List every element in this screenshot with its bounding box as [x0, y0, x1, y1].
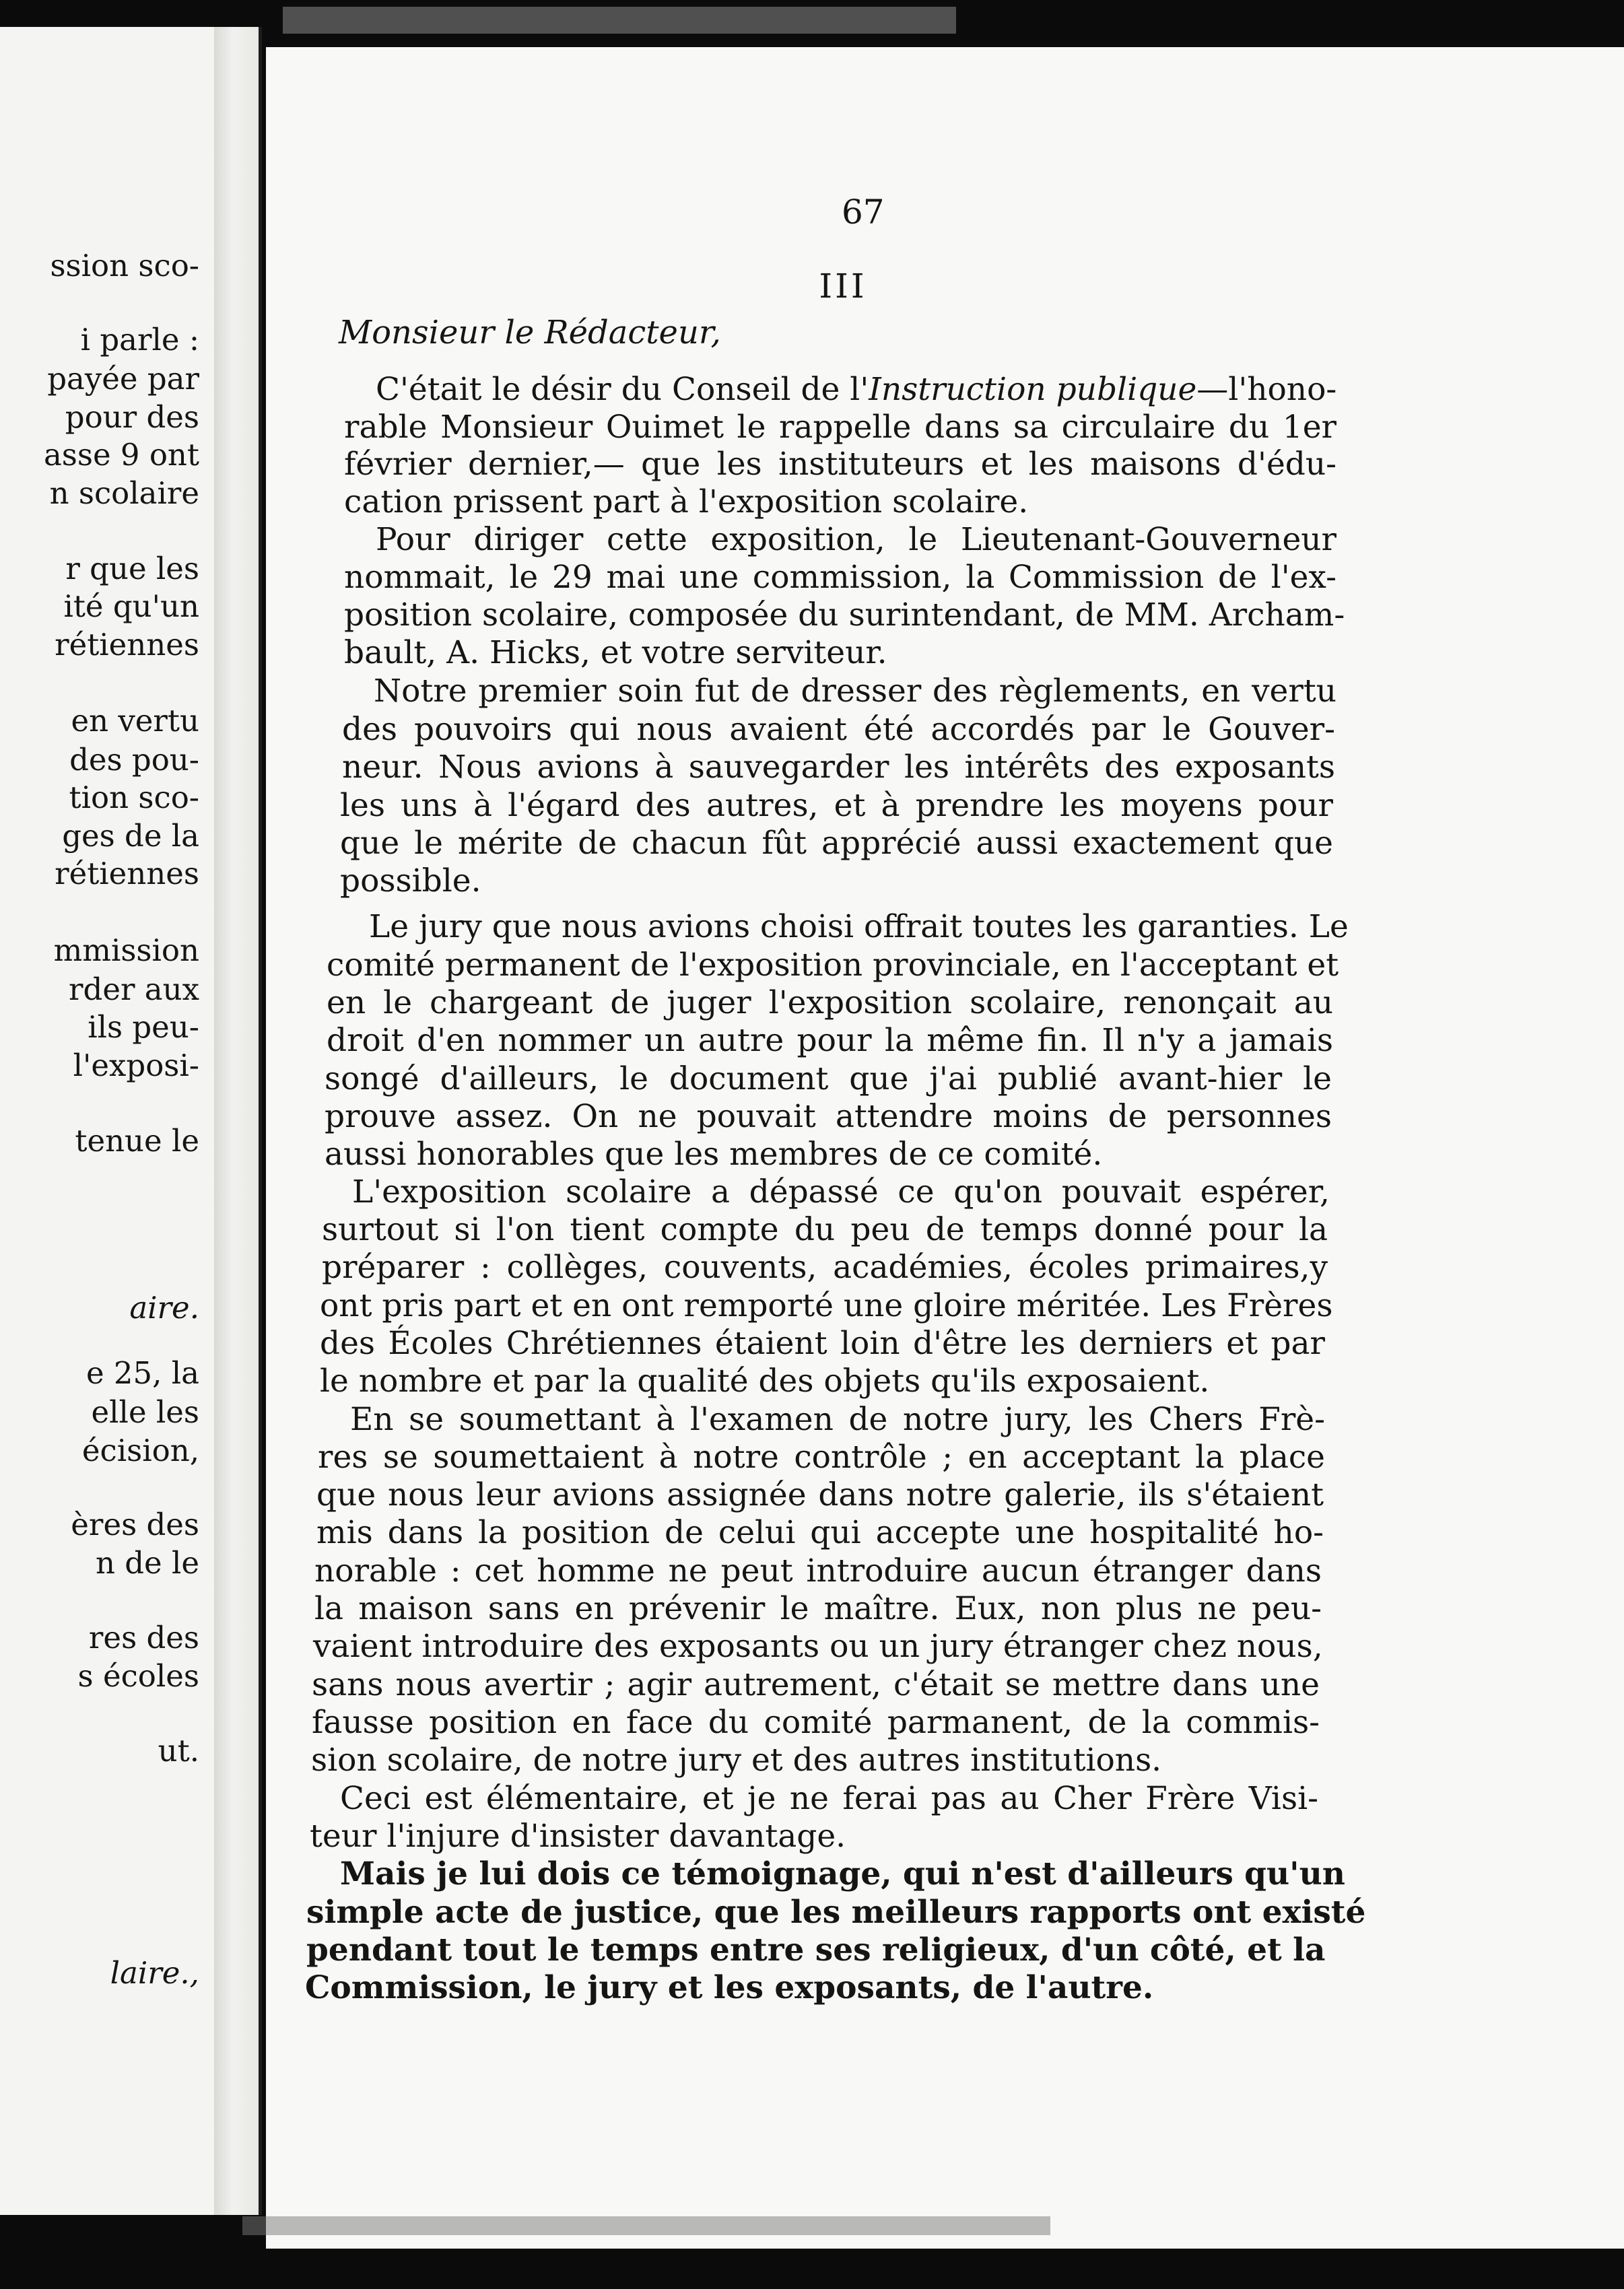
- text-line: [320, 1287, 1333, 1324]
- left-page-line: ssion sco-: [50, 248, 199, 283]
- text-segment: surtout si l'on tient compte du peu de temps donné pour la: [322, 1211, 1328, 1248]
- left-page-line: n scolaire: [49, 475, 199, 511]
- text-line: [350, 1401, 1325, 1438]
- text-line: [376, 521, 1337, 558]
- left-page-fragment: [0, 27, 214, 2215]
- book-gutter: [214, 27, 261, 2215]
- text-line: [320, 1363, 1210, 1400]
- text-segment: les uns à l'égard des autres, et à prendre les moyens pour: [340, 787, 1333, 824]
- left-page-line: en vertu: [71, 703, 199, 739]
- italic-text: Instruction publique: [869, 371, 1197, 408]
- text-line: [344, 483, 1029, 520]
- text-line: [327, 984, 1333, 1021]
- text-segment: prouve assez. On ne pouvait attendre moins de personnes: [325, 1098, 1332, 1135]
- left-page-line: ères des: [71, 1507, 199, 1542]
- left-page-line: e 25, la: [86, 1355, 199, 1391]
- text-segment: février dernier,— que les instituteurs et les maisons d'édu-: [344, 446, 1337, 483]
- text-line: [316, 1476, 1324, 1513]
- left-page-line: écision,: [81, 1433, 199, 1468]
- left-page-line: aire.: [129, 1290, 199, 1326]
- text-line: [342, 749, 1335, 786]
- text-line: [340, 1780, 1318, 1817]
- text-segment: nommait, le 29 mai une commission, la Commission de l'ex-: [344, 559, 1337, 596]
- left-page-line: ils peu-: [88, 1009, 199, 1045]
- text-segment: neur. Nous avions à sauvegarder les intérêts des exposants: [342, 749, 1335, 786]
- text-segment: fausse position en face du comité parmanent, de la commis-: [312, 1704, 1320, 1741]
- text-segment: ont pris part et en ont remporté une gloire méritée. Les Frères: [320, 1287, 1333, 1324]
- text-line: [312, 1704, 1320, 1741]
- text-segment: songé d'ailleurs, le document que j'ai publié avant-hier le: [325, 1060, 1332, 1097]
- left-page-line: pour des: [65, 399, 199, 435]
- left-page-line: payée par: [47, 361, 199, 397]
- text-line: [352, 1173, 1330, 1210]
- text-line: [320, 1325, 1325, 1362]
- text-segment: sion scolaire, de notre jury et des autres institutions.: [311, 1742, 1162, 1779]
- text-segment: res se soumettaient à notre contrôle ; en acceptant la place: [318, 1439, 1325, 1476]
- text-line: [310, 1818, 846, 1855]
- text-segment: position scolaire, composée du surintendant, de MM. Archam-: [344, 596, 1345, 634]
- text-line: [374, 673, 1337, 710]
- left-page-line: des pou-: [69, 742, 199, 778]
- text-segment: des Écoles Chrétiennes étaient loin d'être les derniers et par: [320, 1325, 1325, 1362]
- gutter-shadow-line: [259, 27, 262, 2215]
- scan-edge-bottom: [242, 2216, 1050, 2235]
- text-segment: rable Monsieur Ouimet le rappelle dans sa circulaire du 1er: [344, 409, 1337, 446]
- text-line: [316, 1514, 1324, 1551]
- text-segment: aussi honorables que les membres de ce comité.: [325, 1136, 1103, 1173]
- left-page-line: i parle :: [80, 322, 199, 357]
- text-line: [340, 825, 1333, 862]
- text-segment: cation prissent part à l'exposition scolaire.: [344, 483, 1029, 520]
- text-line: [376, 371, 1337, 408]
- left-page-line: rétiennes: [55, 627, 199, 662]
- text-segment: droit d'en nommer un autre pour la même fin. Il n'y a jamais: [327, 1022, 1333, 1059]
- left-page-line: elle les: [91, 1394, 199, 1430]
- left-page-line: s écoles: [77, 1658, 199, 1694]
- text-segment: simple acte de justice, que les meilleurs rapports ont existé: [306, 1894, 1366, 1931]
- text-segment: teur l'injure d'insister davantage.: [310, 1818, 846, 1855]
- left-page-line: ges de la: [62, 818, 199, 854]
- text-line: [306, 1894, 1366, 1931]
- section-heading: III: [819, 267, 867, 306]
- text-segment: norable : cet homme ne peut introduire aucun étranger dans: [314, 1552, 1322, 1590]
- text-segment: Pour diriger cette exposition, le Lieutenant-Gouverneur: [376, 521, 1337, 558]
- text-segment: mis dans la position de celui qui accepte une hospitalité ho-: [316, 1514, 1324, 1551]
- left-page-line: mmission: [53, 932, 199, 968]
- text-line: [327, 947, 1339, 984]
- left-page-line: ité qu'un: [63, 588, 199, 624]
- text-segment: que le mérite de chacun fût apprécié aussi exactement que: [340, 825, 1333, 862]
- text-segment: en le chargeant de juger l'exposition scolaire, renonçait au: [327, 984, 1333, 1021]
- text-line: [305, 1969, 1154, 2006]
- text-segment: C'était le désir du Conseil de l': [376, 371, 869, 408]
- text-segment: comité permanent de l'exposition provinciale, en l'acceptant et: [327, 947, 1339, 984]
- text-line: [344, 634, 887, 671]
- text-segment: En se soumettant à l'examen de notre jury, les Chers Frè-: [350, 1401, 1325, 1438]
- salutation: Monsieur le Rédacteur,: [339, 314, 721, 351]
- text-segment: Ceci est élémentaire, et je ne ferai pas au Cher Frère Visi-: [340, 1780, 1318, 1817]
- left-page-line: ut.: [158, 1733, 199, 1769]
- text-segment: la maison sans en prévenir le maître. Eux, non plus ne peu-: [314, 1590, 1322, 1627]
- text-segment: L'exposition scolaire a dépassé ce qu'on pouvait espérer,: [352, 1173, 1330, 1210]
- left-page-line: r que les: [65, 551, 199, 586]
- text-segment: Mais je lui dois ce témoignage, qui n'est d'ailleurs qu'un: [340, 1855, 1345, 1892]
- text-line: [314, 1590, 1322, 1627]
- text-segment: Le jury que nous avions choisi offrait toutes les garanties. Le: [369, 908, 1349, 945]
- left-page-line: rétiennes: [55, 856, 199, 891]
- text-segment: —l'hono-: [1196, 371, 1337, 408]
- text-line: [325, 1136, 1103, 1173]
- text-line: [312, 1666, 1320, 1703]
- text-line: [344, 559, 1337, 596]
- left-page-line: rder aux: [69, 971, 199, 1007]
- text-segment: préparer : collèges, couvents, académies, écoles primaires,y: [322, 1249, 1328, 1286]
- text-line: [318, 1439, 1325, 1476]
- text-line: [314, 1552, 1322, 1590]
- text-segment: Commission, le jury et les exposants, de l'autre.: [305, 1969, 1154, 2006]
- text-segment: sans nous avertir ; agir autrement, c'était se mettre dans une: [312, 1666, 1320, 1703]
- left-page-line: n de le: [95, 1545, 199, 1581]
- text-line: [340, 787, 1333, 824]
- text-line: [342, 711, 1335, 748]
- text-segment: bault, A. Hicks, et votre serviteur.: [344, 634, 887, 671]
- text-line: [327, 1022, 1333, 1059]
- text-segment: possible.: [340, 862, 481, 899]
- text-line: [340, 1855, 1345, 1892]
- text-line: [313, 1628, 1323, 1665]
- text-segment: le nombre et par la qualité des objets qu'ils exposaient.: [320, 1363, 1210, 1400]
- text-line: [344, 409, 1337, 446]
- text-segment: vaient introduire des exposants ou un jury étranger chez nous,: [313, 1628, 1323, 1665]
- left-page-line: res des: [88, 1620, 199, 1655]
- left-page-line: tenue le: [75, 1123, 199, 1159]
- text-line: [344, 596, 1345, 634]
- left-page-line: laire.,: [110, 1955, 199, 1991]
- left-page-line: tion sco-: [69, 780, 199, 815]
- scan-edge-top: [283, 7, 956, 34]
- text-line: [311, 1742, 1162, 1779]
- left-page-line: l'exposi-: [73, 1048, 199, 1083]
- text-segment: Notre premier soin fut de dresser des règlements, en vertu: [374, 673, 1337, 710]
- text-line: [369, 908, 1349, 945]
- text-line: [322, 1249, 1328, 1286]
- left-page-line: asse 9 ont: [43, 437, 199, 473]
- text-line: [306, 1932, 1326, 1969]
- text-segment: que nous leur avions assignée dans notre galerie, ils s'étaient: [316, 1476, 1324, 1513]
- text-segment: pendant tout le temps entre ses religieux, d'un côté, et la: [306, 1932, 1326, 1969]
- text-line: [344, 446, 1337, 483]
- text-line: [325, 1098, 1332, 1135]
- text-line: [340, 862, 481, 899]
- text-segment: des pouvoirs qui nous avaient été accordés par le Gouver-: [342, 711, 1335, 748]
- text-line: [322, 1211, 1328, 1248]
- text-line: [325, 1060, 1332, 1097]
